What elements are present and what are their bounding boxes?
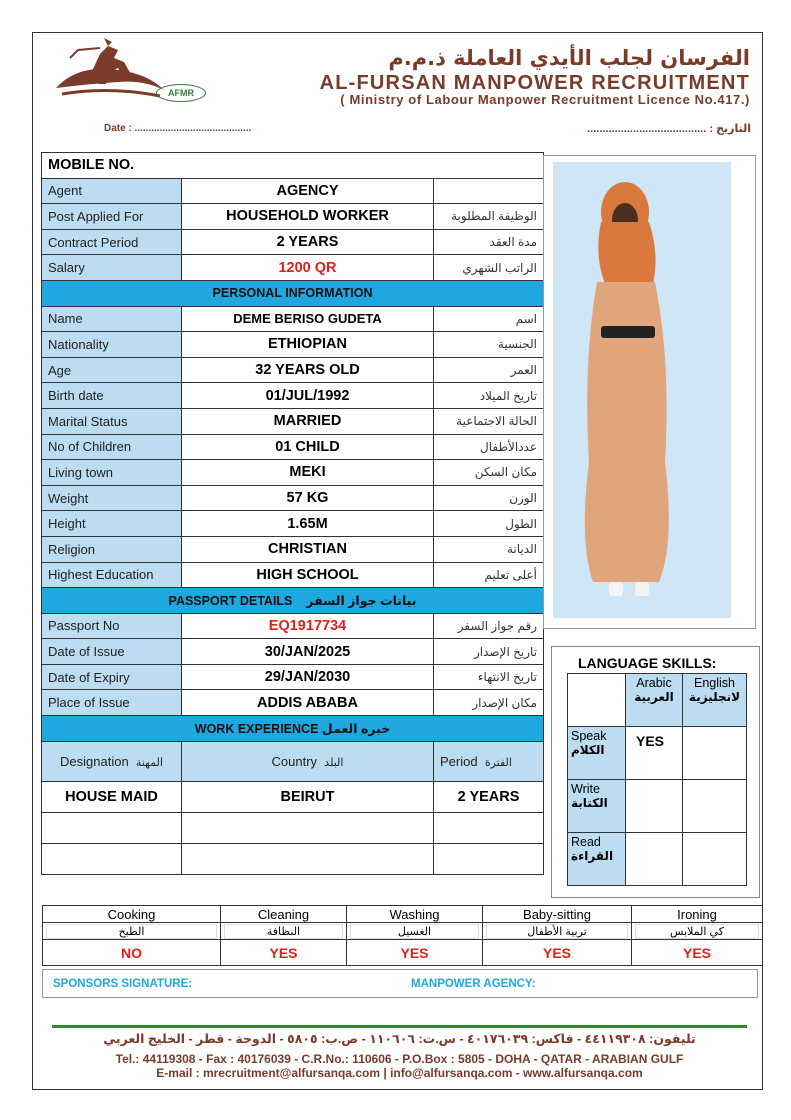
row-label: Height (42, 511, 182, 537)
empty-cell (42, 812, 182, 843)
row-label: Age (42, 357, 182, 383)
empty-cell (182, 843, 434, 874)
period-label: Period (440, 753, 478, 769)
passport-header-en: PASSPORT DETAILS (168, 593, 293, 608)
write-row (568, 780, 747, 833)
afmr-logo-badge: AFMR (156, 84, 206, 102)
row-label: Marital Status (42, 408, 182, 434)
passport-details-header (42, 588, 544, 614)
height-row (42, 511, 544, 537)
country-label-ar: البلد (324, 756, 344, 769)
row-label-arabic: عددالأطفال (434, 434, 544, 460)
work-header-ar: خبره العمل (321, 721, 391, 736)
company-name-arabic: الفرسان لجلب الأيدي العاملة ذ.م.م (388, 46, 750, 70)
date-field-english: Date : .......................................... (104, 123, 252, 134)
post-applied-row (42, 204, 544, 230)
row-label: Weight (42, 485, 182, 511)
date-of-expiry-row (42, 664, 544, 690)
speak-label: Speak (571, 729, 607, 743)
row-value: 57 KG (182, 485, 434, 511)
skill-name-ar-cell (632, 923, 763, 940)
row-label-arabic: الحالة الاجتماعية (434, 408, 544, 434)
write-label-ar: الكتابة (571, 796, 608, 810)
row-label: Date of Expiry (42, 664, 182, 690)
skills-name-row (43, 906, 763, 923)
work-experience-row (42, 781, 544, 812)
designation-value: HOUSE MAID (42, 781, 182, 812)
row-label-arabic: العمر (434, 357, 544, 383)
row-label-arabic: الديانة (434, 536, 544, 562)
row-label-arabic: الطول (434, 511, 544, 537)
period-column-header (434, 741, 544, 781)
row-value: 29/JAN/2030 (182, 664, 434, 690)
row-value: DEME BERISO GUDETA (182, 306, 434, 332)
manpower-agency-label: MANPOWER AGENCY: (411, 978, 536, 990)
read-english-value (683, 833, 747, 886)
row-label-arabic: تاريخ الإصدار (434, 639, 544, 665)
arabic-label: Arabic (636, 676, 672, 690)
row-value: AGENCY (182, 178, 434, 204)
place-of-issue-row (42, 690, 544, 716)
age-row (42, 357, 544, 383)
skill-name: Ironing (632, 906, 763, 923)
skill-value: YES (221, 940, 347, 966)
row-value: HOUSEHOLD WORKER (182, 204, 434, 230)
row-label-arabic: رقم جواز السفر (434, 613, 544, 639)
designation-label: Designation (60, 753, 129, 769)
row-label: Salary (42, 255, 182, 281)
horse-rider-logo-icon (48, 36, 170, 106)
language-skills-title: LANGUAGE SKILLS: (578, 655, 717, 671)
row-value: 30/JAN/2025 (182, 639, 434, 665)
write-english-value (683, 780, 747, 833)
row-value: CHRISTIAN (182, 536, 434, 562)
arabic-label-ar: العربية (634, 690, 674, 704)
skill-name-ar: الغسيل (350, 924, 479, 939)
language-skills-table (567, 673, 747, 886)
row-label-arabic: الجنسية (434, 332, 544, 358)
skill-name-ar-cell (483, 923, 632, 940)
read-label-cell (568, 833, 626, 886)
skill-name: Washing (347, 906, 483, 923)
applicant-info-table (41, 152, 544, 875)
row-label-arabic: مكان السكن (434, 460, 544, 486)
row-label: Contract Period (42, 229, 182, 255)
empty-corner-cell (568, 674, 626, 727)
row-label-arabic: تاريخ الميلاد (434, 383, 544, 409)
row-label-arabic: الوزن (434, 485, 544, 511)
weight-row (42, 485, 544, 511)
applicant-photo (553, 162, 731, 618)
designation-label-ar: المهنة (135, 756, 163, 769)
row-label: Place of Issue (42, 690, 182, 716)
skill-value: YES (632, 940, 763, 966)
row-label: Birth date (42, 383, 182, 409)
period-label-ar: الفترة (484, 756, 512, 769)
arabic-column-header (626, 674, 683, 727)
skill-name: Cleaning (221, 906, 347, 923)
row-label: Name (42, 306, 182, 332)
passport-no-row (42, 613, 544, 639)
write-label-cell (568, 780, 626, 833)
row-value: ETHIOPIAN (182, 332, 434, 358)
skill-name: Cooking (43, 906, 221, 923)
work-experience-empty-row (42, 843, 544, 874)
row-label-arabic (434, 178, 544, 204)
row-label: No of Children (42, 434, 182, 460)
english-label-ar: لانجليزية (688, 690, 741, 704)
empty-cell (434, 812, 544, 843)
skill-name-ar-cell (347, 923, 483, 940)
row-label: Post Applied For (42, 204, 182, 230)
skills-arabic-row (43, 923, 763, 940)
date-of-issue-row (42, 639, 544, 665)
speak-row (568, 727, 747, 780)
skill-name-ar-cell (221, 923, 347, 940)
read-row (568, 833, 747, 886)
work-header-en: WORK EXPERIENCE (194, 721, 319, 736)
row-label-arabic: الراتب الشهري (434, 255, 544, 281)
passport-header-ar: بيانات جواز السفر (306, 593, 417, 608)
sponsor-signature-label: SPONSORS SIGNATURE: (53, 978, 193, 990)
footer-contact-line: Tel.: 44119308 - Fax : 40176039 - C.R.No.: 110606 - P.O.Box : 5805 - DOHA - QATAR - ARABIAN GULF (115, 1052, 684, 1066)
speak-english-value (683, 727, 747, 780)
row-label-arabic: مكان الإصدار (434, 690, 544, 716)
row-value: MARRIED (182, 408, 434, 434)
row-value: 32 YEARS OLD (182, 357, 434, 383)
row-label-arabic: مدة العقد (434, 229, 544, 255)
empty-cell (434, 843, 544, 874)
row-label-arabic: أعلى تعليم (434, 562, 544, 588)
footer-arabic-contact: تليفون: ٤٤١١٩٣٠٨ - فاكس: ٤٠١٧٦٠٣٩ - س.ت: ١١٠٦٠٦ - ص.ب: ٥٨٠٥ - الدوحة - قطر - الخليج العربي (103, 1032, 696, 1046)
empty-cell (182, 812, 434, 843)
speak-label-cell (568, 727, 626, 780)
skills-value-row (43, 940, 763, 966)
religion-row (42, 536, 544, 562)
contract-period-row (42, 229, 544, 255)
salary-row (42, 255, 544, 281)
row-value: MEKI (182, 460, 434, 486)
write-arabic-value (626, 780, 683, 833)
work-experience-header (42, 716, 544, 742)
row-label: Date of Issue (42, 639, 182, 665)
row-label: Passport No (42, 613, 182, 639)
skill-name-ar: الطبخ (46, 924, 217, 939)
row-label: Nationality (42, 332, 182, 358)
skill-name-ar: تربية الأطفال (486, 924, 628, 939)
agent-row (42, 178, 544, 204)
skill-name-ar: النظافة (224, 924, 343, 939)
row-label: Living town (42, 460, 182, 486)
skill-value: NO (43, 940, 221, 966)
speak-label-ar: الكلام (571, 743, 605, 757)
nationality-row (42, 332, 544, 358)
work-experience-empty-row (42, 812, 544, 843)
skill-name: Baby-sitting (483, 906, 632, 923)
period-value: 2 YEARS (434, 781, 544, 812)
company-name-english: AL-FURSAN MANPOWER RECRUITMENT (319, 72, 750, 94)
row-value: 01 CHILD (182, 434, 434, 460)
country-column-header (182, 741, 434, 781)
read-label-ar: القراءة (571, 849, 614, 863)
row-value: 1.65M (182, 511, 434, 537)
row-value: 01/JUL/1992 (182, 383, 434, 409)
write-label: Write (571, 782, 600, 796)
speak-arabic-value: YES (626, 727, 683, 780)
children-row (42, 434, 544, 460)
skill-name-ar: كي الملابس (635, 924, 759, 939)
living-town-row (42, 460, 544, 486)
personal-information-header: PERSONAL INFORMATION (42, 280, 544, 306)
education-row (42, 562, 544, 588)
row-label: Agent (42, 178, 182, 204)
country-label: Country (271, 753, 318, 769)
row-label-arabic: الوظيفة المطلوبة (434, 204, 544, 230)
name-row (42, 306, 544, 332)
birth-date-row (42, 383, 544, 409)
footer-email-line: E-mail : mrecruitment@alfursanqa.com | info@alfursanqa.com - www.alfursanqa.com (156, 1066, 643, 1080)
skill-name-ar-cell (43, 923, 221, 940)
row-label: Highest Education (42, 562, 182, 588)
row-value: ADDIS ABABA (182, 690, 434, 716)
country-value: BEIRUT (182, 781, 434, 812)
work-columns-row (42, 741, 544, 781)
passport-number-value: EQ1917734 (182, 613, 434, 639)
row-value: HIGH SCHOOL (182, 562, 434, 588)
designation-column-header (42, 741, 182, 781)
skill-value: YES (483, 940, 632, 966)
licence-text: ( Ministry of Labour Manpower Recruitment Licence No.417.) (340, 92, 750, 107)
read-arabic-value (626, 833, 683, 886)
mobile-number-label: MOBILE NO. (42, 153, 544, 179)
row-label: Religion (42, 536, 182, 562)
row-label-arabic: اسم (434, 306, 544, 332)
english-column-header (683, 674, 747, 727)
row-value: 2 YEARS (182, 229, 434, 255)
salary-value: 1200 QR (182, 255, 434, 281)
date-field-arabic: التاريخ : ....................................... (587, 123, 751, 135)
row-label-arabic: تاريخ الانتهاء (434, 664, 544, 690)
household-skills-table (42, 905, 763, 966)
read-label: Read (571, 835, 601, 849)
footer-divider (52, 1025, 747, 1028)
empty-cell (42, 843, 182, 874)
marital-status-row (42, 408, 544, 434)
skill-value: YES (347, 940, 483, 966)
english-label: English (694, 676, 735, 690)
